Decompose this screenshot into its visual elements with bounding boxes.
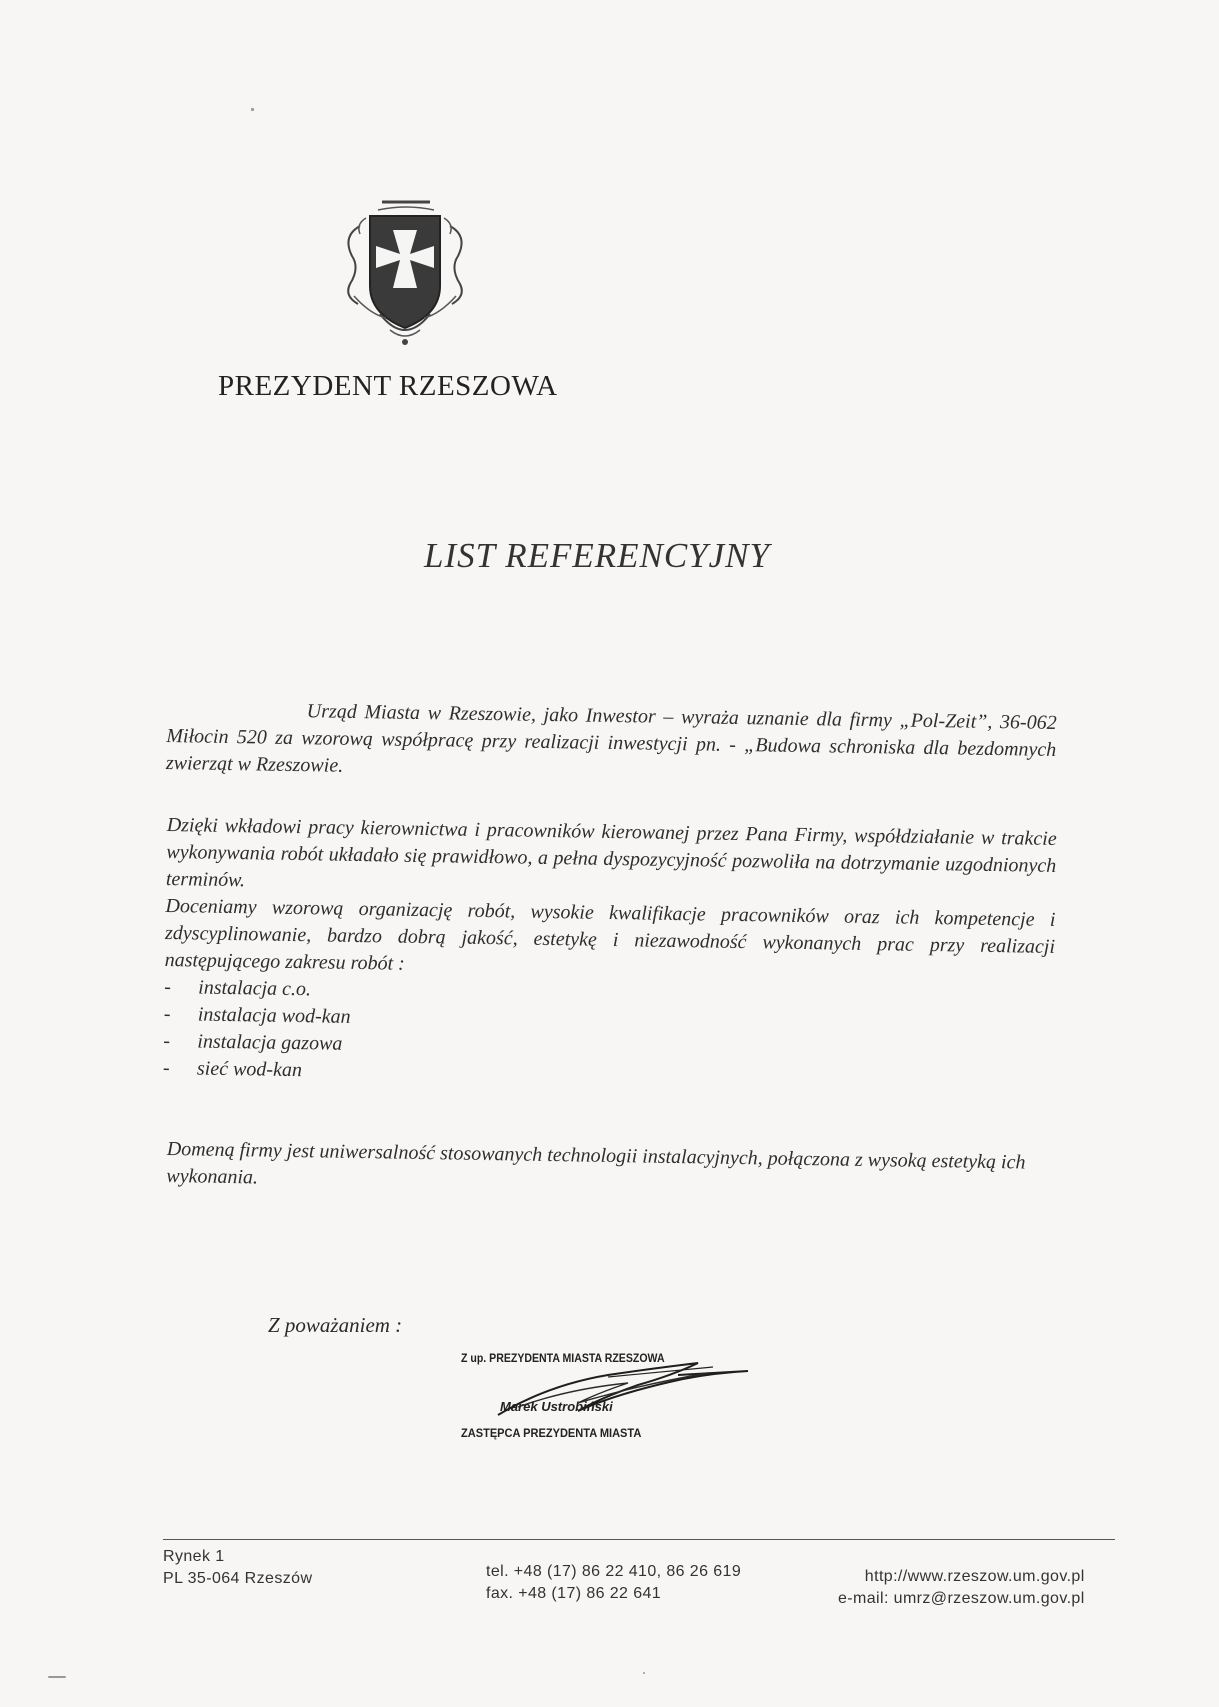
address-line: PL 35-064 Rzeszów: [163, 1570, 313, 1587]
stamp-bottom-line: ZASTĘPCA PREZYDENTA MIASTA: [461, 1426, 642, 1440]
closing-salutation: Z poważaniem :: [268, 1313, 403, 1337]
address-line: Rynek 1: [163, 1548, 225, 1565]
document-title: LIST REFERENCYJNY: [424, 536, 770, 575]
footer-divider: [163, 1539, 1115, 1540]
footer-address: [163, 1546, 312, 1590]
signature-stamp: [458, 1345, 778, 1445]
paragraph-contribution: Dzięki wkładowi pracy kierownictwa i pracowników kierowanej przez Pana Firmy, współdziałanie w trakcie wykonywania robót układało się prawidłowo, a pełna dyspozycyjność pozwoliła na dotrzymanie uzgodnionych terminów.: [165, 813, 1057, 892]
email-link[interactable]: e-mail: umrz@rzeszow.um.gov.pl: [838, 1590, 1085, 1607]
phone-line: tel. +48 (17) 86 22 410, 86 26 619: [486, 1563, 742, 1580]
paragraph-summary: Domeną firmy jest uniwersalność stosowanych technologii instalacyjnych, połączona z wysoką estetyką ich wykonania.: [166, 1137, 1026, 1189]
paragraph-recognition: Urząd Miasta w Rzeszowie, jako Inwestor – wyraża uznanie dla firmy „Pol-Zeit”, 36-062 Miłocin 520 za wzorową współpracę przy realizacji inwestycji pn. - „Budowa schroniska dla bezdomnych zwierząt w Rzeszowie.: [165, 700, 1057, 777]
rzeszow-coat-of-arms-icon: [330, 196, 480, 351]
paragraph-cooperation: [163, 812, 1057, 1096]
scan-speck: [48, 1676, 66, 1678]
footer-phones: [486, 1561, 741, 1605]
list-item: - instalacja gazowa: [163, 1028, 1053, 1069]
signatory-name: Marek Ustrobiński: [500, 1399, 613, 1414]
scan-speck: [643, 1672, 645, 1674]
fax-line: fax. +48 (17) 86 22 641: [486, 1585, 662, 1602]
paragraph-appreciation: Doceniamy wzorową organizację robót, wysokie kwalifikacje pracowników oraz ich kompetencje i zdyscyplinowanie, bardzo dobrą jakość, estetykę i niezawodność wykonanych prac przy realizacji następującego zakresu robót :: [164, 894, 1056, 975]
list-item: - sieć wod-kan: [163, 1055, 1053, 1096]
list-item: - instalacja wod-kan: [164, 1001, 1054, 1042]
website-link[interactable]: http://www.rzeszow.um.gov.pl: [864, 1568, 1085, 1585]
scan-speck: [251, 108, 254, 111]
handwritten-signature-icon: [458, 1345, 778, 1445]
list-item: - instalacja c.o.: [164, 974, 1054, 1015]
footer-web-contact: [838, 1566, 1085, 1610]
stamp-top-line: Z up. PREZYDENTA MIASTA RZESZOWA: [461, 1351, 665, 1365]
issuing-authority: PREZYDENT RZESZOWA: [218, 370, 558, 402]
scope-of-works-list: [163, 974, 1055, 1096]
